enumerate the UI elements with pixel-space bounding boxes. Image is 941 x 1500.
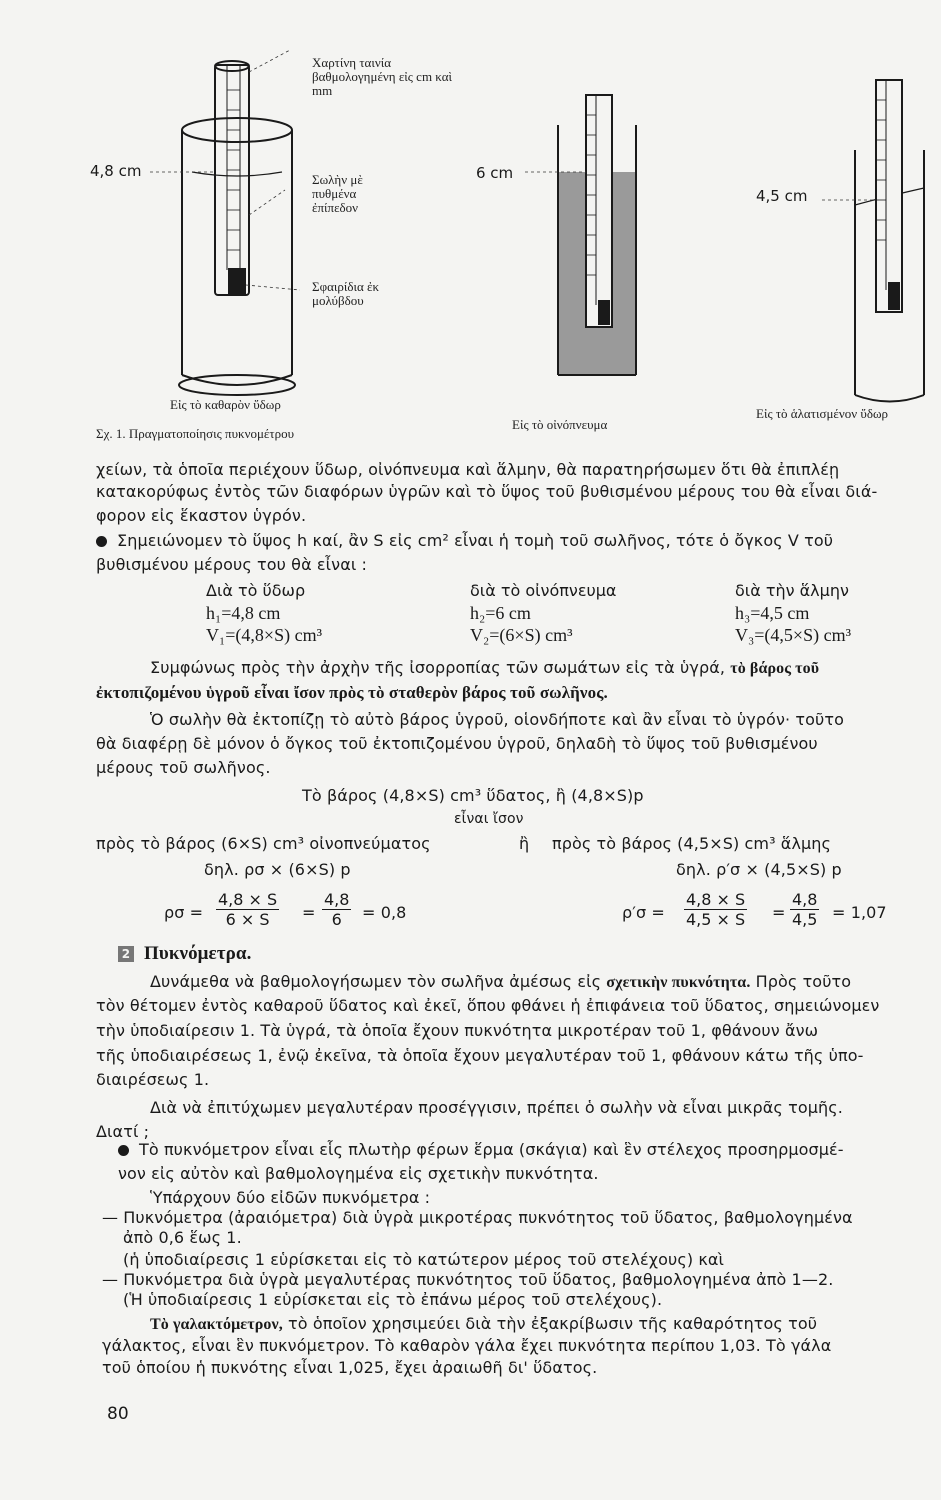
pellets-label: Σφαιρίδια ἐκ μολύβδου — [312, 279, 380, 308]
fraction: $\frac{4,8}{6}$ — [324, 890, 350, 929]
equation-line: ἢ — [519, 834, 530, 853]
lead-pellets — [228, 268, 246, 296]
text-line: Δυνάμεθα νὰ βαθμολογήσωμεν τὸν σωλῆνα ἀμέσως εἰς σχετικὴν πυκνότητα. Πρὸς τοῦτο — [150, 972, 852, 991]
page-number: 80 — [107, 1404, 129, 1424]
text-line: νον εἰς αὐτὸν καὶ βαθμολογημένα εἰς σχετικὴν πυκνότητα. — [118, 1164, 599, 1183]
text-line: φορον εἰς ἕκαστον ὑγρόν. — [96, 506, 307, 525]
fraction-lhs: ρσ = — [164, 903, 204, 922]
list-item: — Πυκνόμετρα (ἀραιόμετρα) διὰ ὑγρὰ μικροτέρας πυκνότητος τοῦ ὕδατος, βαθμολογημένα — [102, 1208, 853, 1227]
figure-caption: Σχ. 1. Πραγματοποίησις πυκνομέτρου — [96, 426, 295, 441]
text-line: Διὰ νὰ ἐπιτύχωμεν μεγαλυτέραν προσέγγισιν, πρέπει ὁ σωλὴν νὰ εἶναι μικρᾶς τομῆς. — [150, 1098, 843, 1117]
table-col-water: Διὰ τὸ ὕδωρ h₁=4,8 cm V₁=(4,8×S) cm³ — [206, 581, 322, 645]
section-heading: 2 Πυκνόμετρα. — [118, 944, 251, 964]
bullet-icon — [96, 536, 107, 547]
table-col-alcohol: διὰ τὸ οἰνόπνευμα h₂=6 cm V₂=(6×S) cm³ — [470, 581, 617, 645]
section-number-badge: 2 — [118, 946, 134, 962]
fraction-result: = 0,8 — [362, 903, 407, 922]
text-line: τῆς ὑποδιαιρέσεως 1, ἐνῷ ἐκεῖνα, τὰ ὁποῖα ἔχουν μεγαλυτέραν τοῦ 1, φθάνουν κάτω τῆς ὑπο- — [96, 1046, 864, 1065]
table-col-brine: διὰ τὴν ἅλμην h₃=4,5 cm V₃=(4,5×S) cm³ — [735, 581, 851, 645]
fraction-lhs: ρ′σ = — [622, 903, 665, 922]
equation-line: δηλ. ρ′σ × (4,5×S) p — [676, 860, 842, 879]
fraction: $\frac{4,8 \times S}{4,5 \times S}$ — [686, 890, 746, 929]
fraction-result: = 1,07 — [832, 903, 887, 922]
tape-label: Χαρτίνη ταινία βαθμολογημένη εἰς cm καὶ mm — [312, 55, 453, 98]
text-line: Συμφώνως πρὸς τὴν ἀρχὴν τῆς ἰσορροπίας τῶν σωμάτων εἰς τὰ ὑγρά, τὸ βάρος τοῦ — [150, 658, 820, 677]
text-line: κατακορύφως ἐντὸς τῶν διαφόρων ὑγρῶν καὶ τὸ ὕψος τοῦ βυθισμένου μέρους του θὰ εἶναι διά- — [96, 482, 878, 501]
text-line: Διατί ; — [96, 1122, 150, 1141]
water-tube-ticks — [227, 90, 240, 250]
text-line: διαιρέσεως 1. — [96, 1070, 210, 1089]
water-height-measurement: 4,8 cm — [90, 162, 142, 180]
brine-cylinder — [822, 80, 924, 402]
brine-caption: Εἰς τὸ ἁλατισμένον ὕδωρ — [756, 406, 889, 421]
text-line: χείων, τὰ ὁποῖα περιέχουν ὕδωρ, οἰνόπνευμα καὶ ἅλμην, θὰ παρατηρήσωμεν ὅτι θὰ ἐπιπλέῃ — [96, 460, 840, 479]
text-line: βυθισμένου μέρους του θὰ εἶναι : — [96, 555, 368, 574]
equation-line: Τὸ βάρος (4,8×S) cm³ ὕδατος, ἢ (4,8×S)p — [302, 786, 644, 805]
fraction: $\frac{4,8 \times S}{6 \times S}$ — [218, 890, 278, 929]
equation-line: πρὸς τὸ βάρος (4,5×S) cm³ ἅλμης — [552, 834, 832, 853]
text-line: γάλακτος, εἶναι ἓν πυκνόμετρον. Τὸ καθαρὸν γάλα ἔχει πυκνότητα περίπου 1,03. Τὸ γάλα — [102, 1336, 832, 1355]
text-line: Ὁ σωλὴν θὰ ἐκτοπίζῃ τὸ αὐτὸ βάρος ὑγροῦ, οἱονδήποτε καὶ ἂν εἶναι τὸ ὑγρόν· τοῦτο — [150, 710, 844, 729]
fraction-eq: = — [302, 903, 316, 922]
list-item: — Πυκνόμετρα διὰ ὑγρὰ μεγαλυτέρας πυκνότητος τοῦ ὕδατος, βαθμολογημένα ἀπὸ 1—2. — [102, 1270, 834, 1289]
alcohol-height-measurement: 6 cm — [476, 164, 514, 182]
fraction-eq: = — [772, 903, 786, 922]
text-line: Τὸ πυκνόμετρον εἶναι εἷς πλωτὴρ φέρων ἕρμα (σκάγια) καὶ ἓν στέλεχος προσηρμοσμέ- — [118, 1140, 844, 1160]
brine-height-measurement: 4,5 cm — [756, 187, 808, 205]
text-line: μέρους τοῦ σωλῆνος. — [96, 758, 271, 777]
water-leader-lines — [150, 50, 300, 290]
text-line: τοῦ ὁποίου ἡ πυκνότης εἶναι 1,025, ἔχει ἀραιωθῆ δι' ὕδατος. — [102, 1358, 598, 1377]
equation-line: δηλ. ρσ × (6×S) p — [204, 860, 351, 879]
tube-label: Σωλὴν μὲ πυθμένα ἐπίπεδον — [312, 172, 363, 215]
text-line: θὰ διαφέρῃ δὲ μόνον ὁ ὄγκος τοῦ ἐκτοπιζομένου ὑγροῦ, δηλαδὴ τὸ ὕψος τοῦ βυθισμένου — [96, 734, 818, 753]
equation-line: εἶναι ἴσον — [454, 811, 524, 827]
bullet-icon — [118, 1145, 129, 1156]
text-line: Ὑπάρχουν δύο εἰδῶν πυκνόμετρα : — [150, 1188, 431, 1207]
text-line: ἀπὸ 0,6 ἕως 1. — [123, 1228, 242, 1247]
pycnometer-figure — [0, 0, 941, 450]
water-cylinder — [179, 61, 295, 395]
alcohol-caption: Εἰς τὸ οἰνόπνευμα — [512, 417, 608, 432]
equation-line: πρὸς τὸ βάρος (6×S) cm³ οἰνοπνεύματος — [96, 834, 431, 853]
text-line: Τὸ γαλακτόμετρον, τὸ ὁποῖον χρησιμεύει διὰ τὴν ἐξακρίβωσιν τῆς καθαρότητος τοῦ — [150, 1314, 818, 1333]
text-line: (Ἡ ὑποδιαίρεσις 1 εὑρίσκεται εἰς τὸ ἐπάνω μέρος τοῦ στελέχους). — [123, 1290, 663, 1309]
text-line: τὴν ὑποδιαίρεσιν 1. Τὰ ὑγρά, τὰ ὁποῖα ἔχουν πυκνότητα μικροτέραν τοῦ 1, φθάνουν ἄνω — [96, 1021, 819, 1040]
alcohol-cylinder — [525, 95, 636, 375]
text-line: (ἡ ὑποδιαίρεσις 1 εὑρίσκεται εἰς τὸ κατώτερον μέρος τοῦ στελέχους) καὶ — [123, 1250, 725, 1269]
text-line: Σημειώνομεν τὸ ὕψος h καί, ἂν S εἰς cm² εἶναι ἡ τομὴ τοῦ σωλῆνος, τότε ὁ ὄγκος V τοῦ — [96, 531, 833, 551]
water-caption: Εἰς τὸ καθαρὸν ὕδωρ — [170, 397, 281, 412]
text-line: ἐκτοπιζομένου ὑγροῦ εἶναι ἴσον πρὸς τὸ σταθερὸν βάρος τοῦ σωλῆνος. — [96, 683, 608, 702]
fraction: $\frac{4,8}{4,5}$ — [792, 890, 818, 929]
text-line: τὸν θέτομεν ἐντὸς καθαροῦ ὕδατος καὶ ἐκεῖ, ὅπου φθάνει ἡ ἐπιφάνεια τοῦ ὕδατος, σημειώνομεν — [96, 996, 880, 1015]
